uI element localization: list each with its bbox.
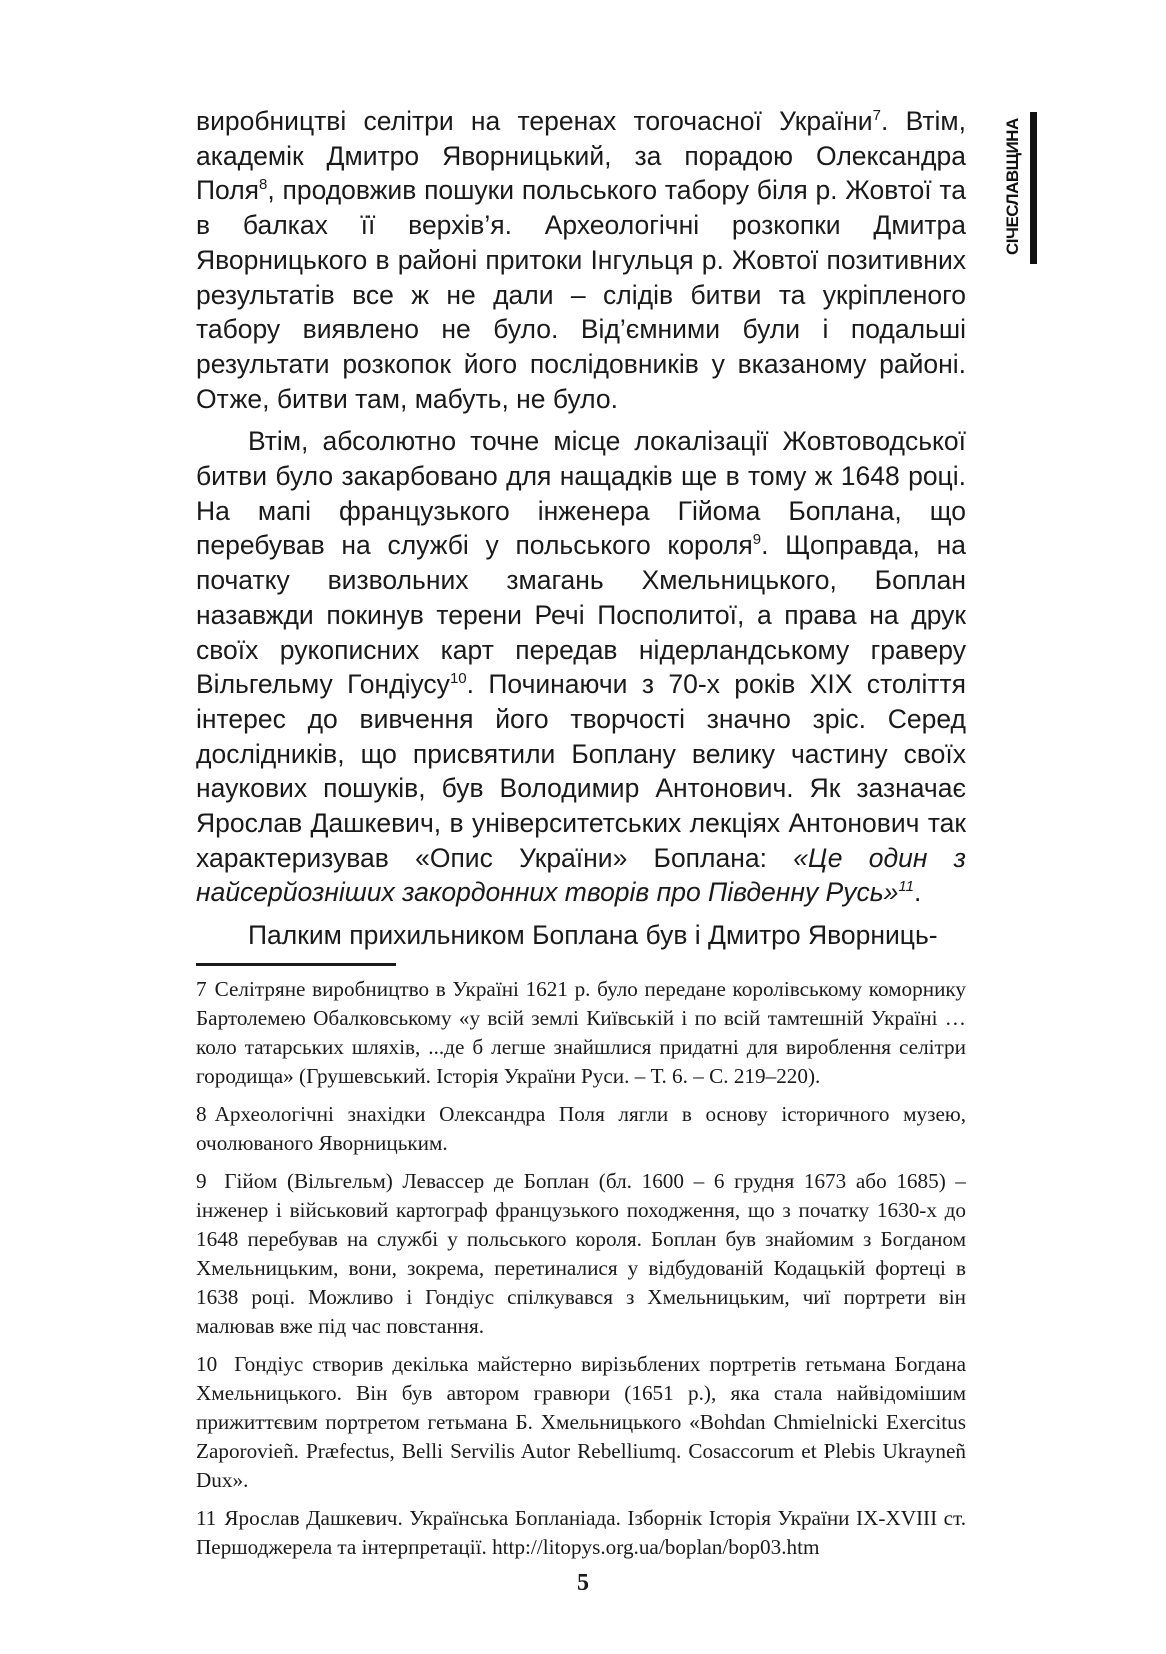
footnote-text: Археологічні знахідки Олександра Поля лягли в основу історичного музею, очолюваного Яворницьким.	[196, 1102, 966, 1155]
body-paragraph	[196, 104, 966, 416]
body-paragraph	[196, 424, 966, 910]
footnote-reference: 8	[259, 176, 268, 194]
text-run: Втім, абсолютно точне місце локалізації Жовтоводської битви було закарбовано для нащадків ще в тому ж 1648 році. На мапі французького інженера Гійома Боплана, що перебував на службі у польського короля	[196, 426, 966, 561]
footnote	[196, 1167, 966, 1341]
page-number: 5	[577, 1570, 589, 1596]
footnotes	[196, 975, 966, 1571]
text-run: . Починаючи з 70-х років XIX століття інтерес до вивчення його творчості значно зріс. Серед дослідників, що присвятили Боплану велику частину своїх наукових пошуків, був Володимир Антонович. Як зазначає Ярослав Дашкевич, в університетських лекціях Антонович так характеризував «Опис України» Боплана:	[196, 669, 966, 873]
footnote-number: 11	[196, 1506, 217, 1530]
text-run: . Втім, академік Дмитро Яворницький, за порадою Олександра Поля	[196, 106, 966, 206]
text-run: Палким прихильником Боплана був і Дмитро Яворниць-	[248, 920, 938, 951]
footnote	[196, 1100, 966, 1158]
main-text	[196, 104, 966, 961]
side-logo-bar	[1030, 112, 1037, 264]
body-paragraph	[196, 918, 966, 953]
footnote-text: Гондіус створив декілька майстерно вирізьблених портретів гетьмана Богдана Хмельницького. Він був автором гравюри (1651 р.), яка стала найвідомішим прижиттєвим портретом гетьмана Б. Хмельницького «Bohdan Chmielnicki Exercitus Zaporovieñ. Præfectus, Belli Servilis Autor Rebelliumq. Cosaccorum et Plebis Ukrayneñ Dux».	[196, 1352, 966, 1492]
footnote-reference: 10	[449, 670, 467, 688]
footnote-number: 8	[196, 1102, 207, 1126]
footnote-reference: 7	[872, 107, 881, 125]
footnote	[196, 1350, 966, 1495]
text-run: виробництві селітри на теренах тогочасної України	[196, 106, 873, 136]
text-run: .	[913, 877, 922, 908]
footnote-reference: 9	[752, 531, 762, 549]
footnote-reference: 11	[898, 878, 914, 896]
footnote-number: 7	[196, 977, 207, 1001]
footnote-separator	[196, 963, 396, 966]
side-logo-text: СІЧЕСЛАВЩИНА	[1003, 118, 1022, 256]
text-run: , продовжив пошуки польського табору біля р. Жовтої та в балках її верхів’я. Археологічні розкопки Дмитра Яворницького в районі притоки Інгульця р. Жовтої позитивних результатів все ж не дали – слідів битви та укріпленого табору виявлено не було. Від’ємними були і подальші результати розкопок його послідовників у вказаному районі. Отже, битви там, мабуть, не було.	[196, 175, 966, 414]
footnote-number: 9	[196, 1169, 207, 1193]
footnote-text: Селітряне виробництво в Україні 1621 р. було передане королівському коморнику Бартолемею Обалковському «у всій землі Київській і по всій тамтешній Україні …коло татарських шляхів, ...де б легше знайшлися придатні для вироблення селітри городища» (Грушевський. Історія України Руси. – Т. 6. – С. 219–220).	[196, 977, 966, 1088]
footnote-text: Ярослав Дашкевич. Українська Бопланіада. Ізборнік Історія України IX-XVIII ст. Першоджерела та інтерпретації. http://litopys.org.ua/boplan/bop03.htm	[196, 1506, 966, 1559]
footnote	[196, 1504, 966, 1562]
text-run: . Щоправда, на початку визвольних змагань Хмельницького, Боплан назавжди покинув терени Речі Посполитої, а права на друк своїх рукописних карт передав нідерландському граверу Вільгельму Гондіусу	[196, 530, 966, 700]
footnote	[196, 975, 966, 1091]
quote-italic: «Це один з найсерйозніших закордонних творів про Південну Русь»	[196, 842, 967, 908]
footnote-text: Гійом (Вільгельм) Левассер де Боплан (бл. 1600 – 6 грудня 1673 або 1685) – інженер і військовий картограф французького походження, що з початку 1630-х до 1648 перебував на службі у польського короля. Боплан був знайомим з Богданом Хмельницьким, вони, зокрема, перетиналися у відбудованій Кодацькій фортеці в 1638 році. Можливо і Гондіус спілкувався з Хмельницьким, чиї портрети він малював вже під час повстання.	[196, 1169, 966, 1338]
footnote-number: 10	[196, 1352, 218, 1376]
